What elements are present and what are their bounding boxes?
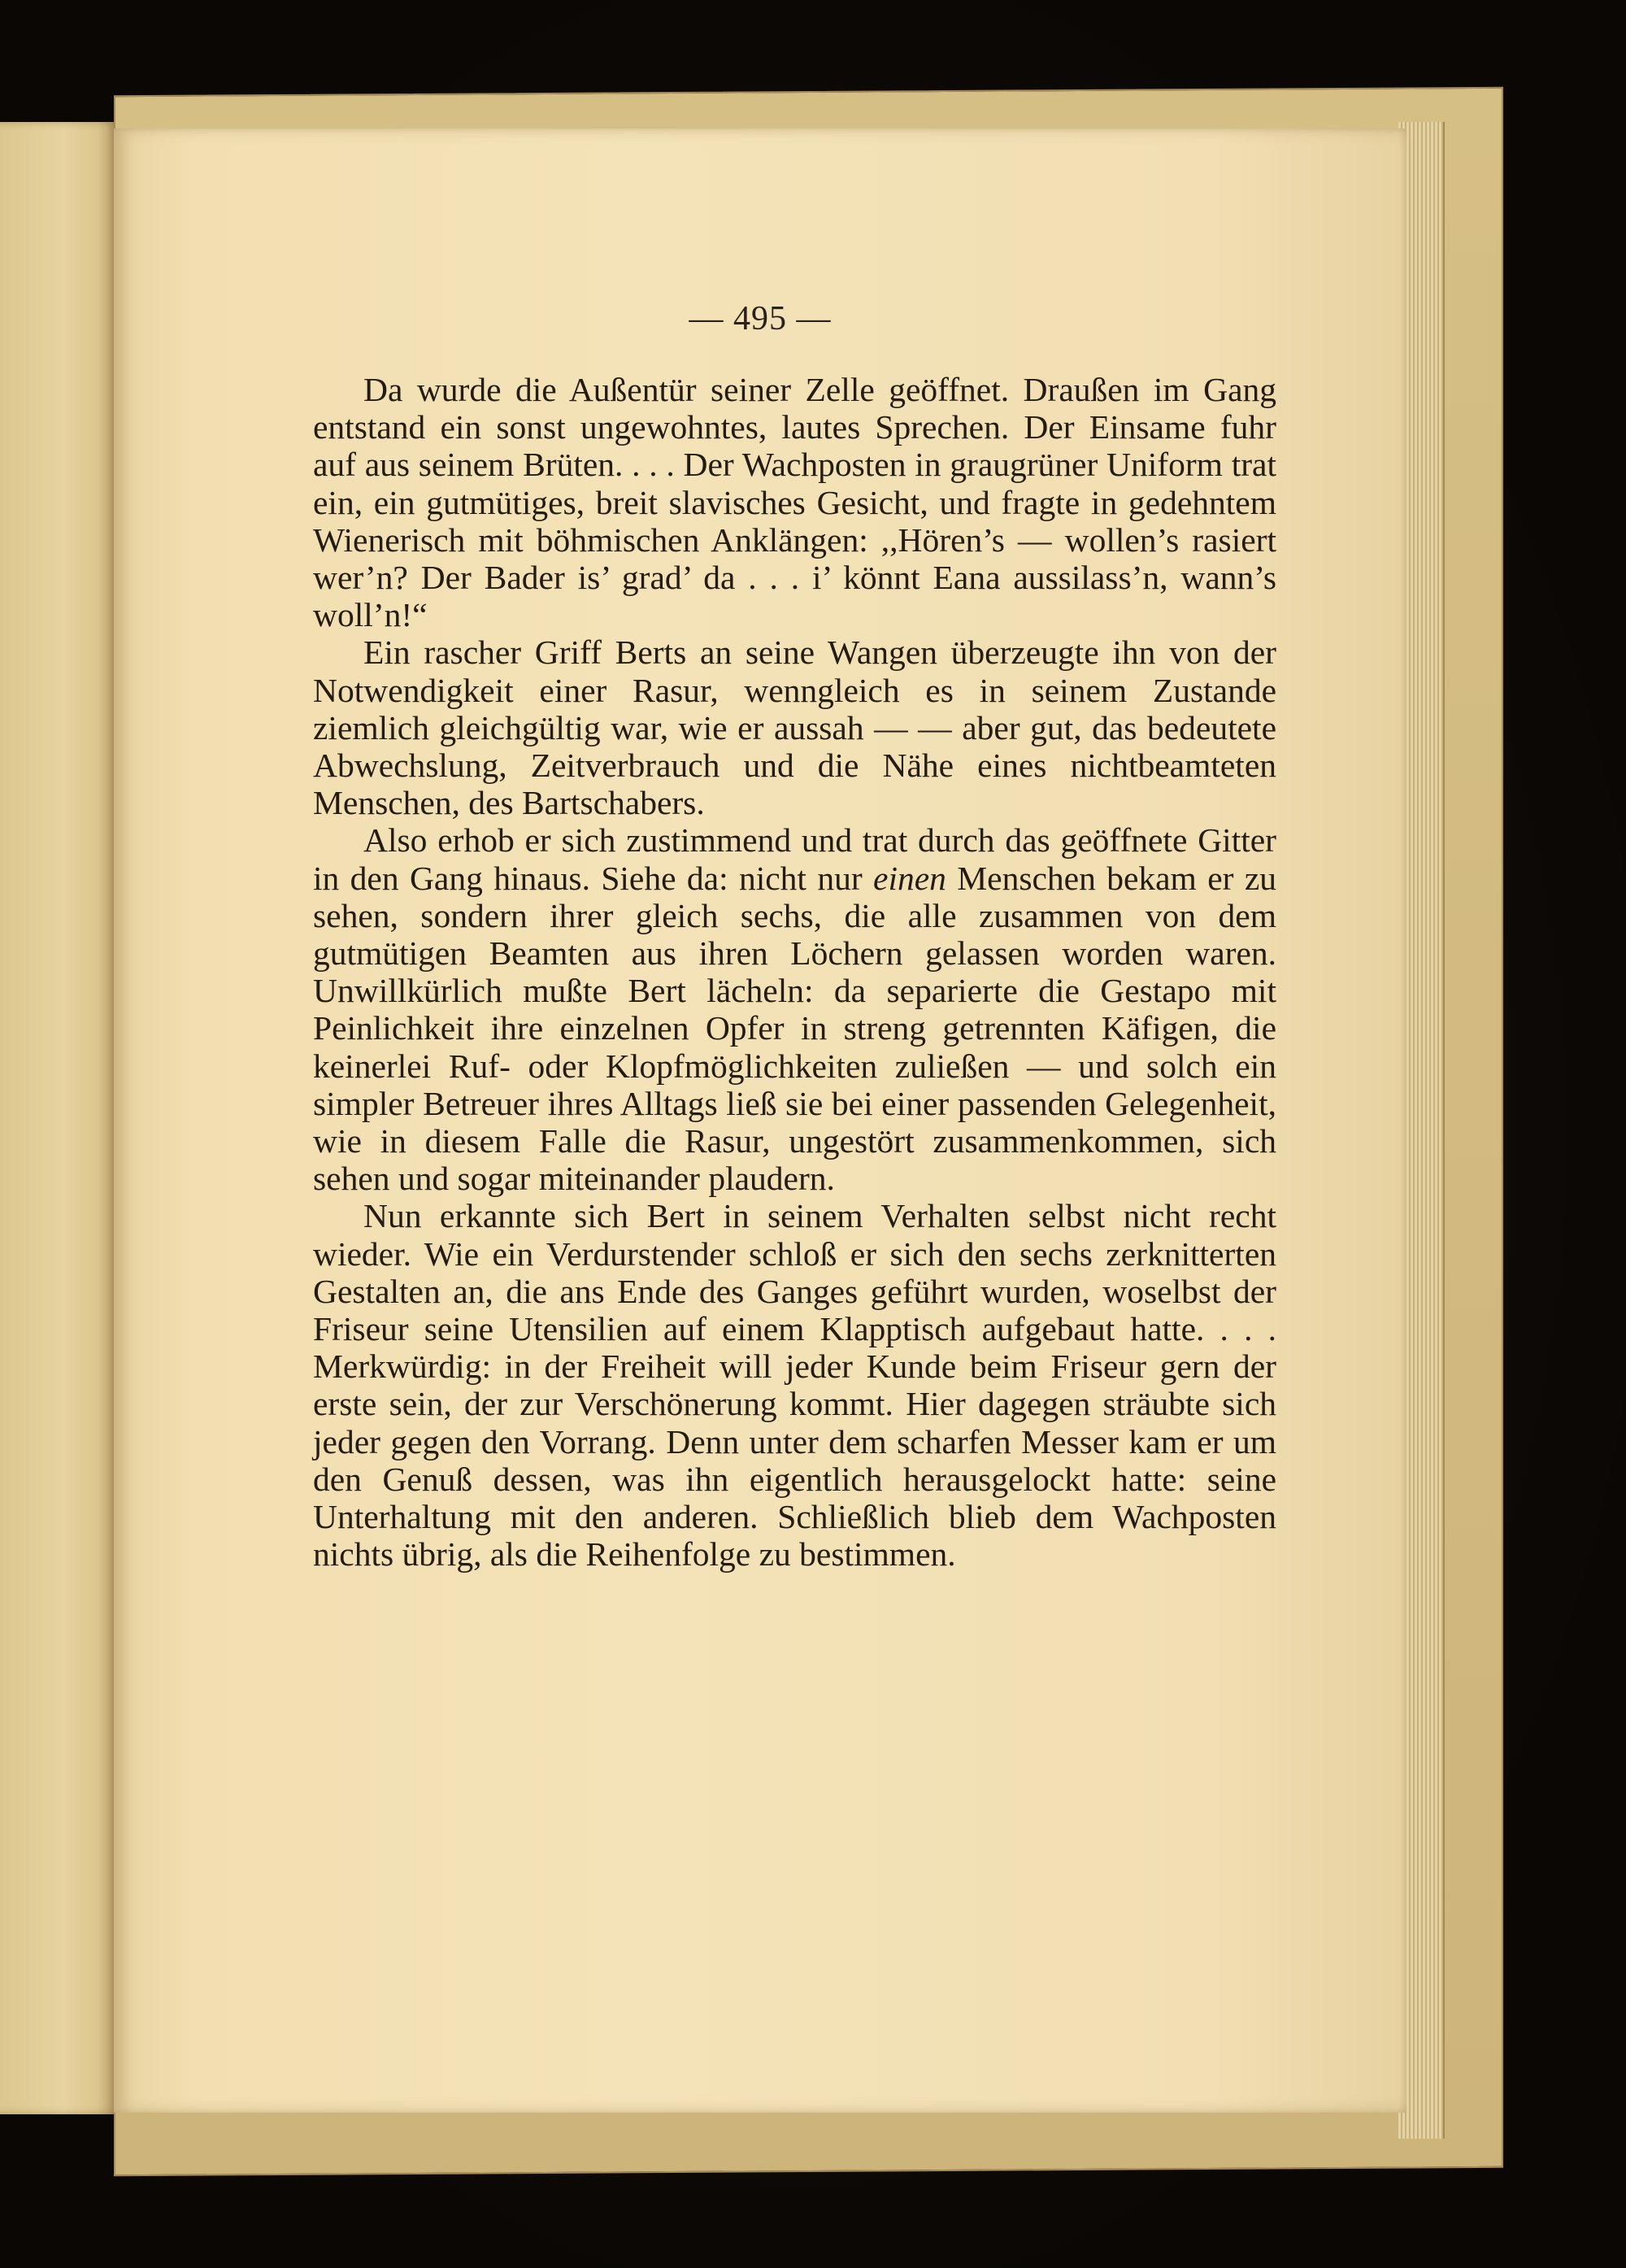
paragraph-3-before: Also erhob er sich zustimmend und trat durch das geöffnete Gitter in den Gang hinaus. Siehe da: nicht nur <box>313 821 1276 897</box>
book-page <box>114 128 1406 2113</box>
paragraph-2: Ein rascher Griff Berts an seine Wangen überzeugte ihn von der Notwendigkeit einer Rasur, wenngleich es in seinem Zustande ziemlich gleichgültig war, wie er aussah — — aber gut, das bedeutete Abwechslung, Zeitverbrauch und die Nähe eines nichtbeamteten Menschen, des Bartschabers. <box>313 633 1276 822</box>
paragraph-1: Da wurde die Außentür seiner Zelle geöffnet. Draußen im Gang entstand ein sonst ungewohntes, lautes Sprechen. Der Einsame fuhr auf aus seinem Brüten. . . . Der Wachposten in graugrüner Uniform trat ein, ein gutmütiges, breit slavisches Gesicht, und fragte in gedehntem Wienerisch mit böhmischen Anklängen: ,,Hören’s — wollen’s rasiert wer’n? Der Bader is’ grad’ da . . . i’ könnt Eana aussilass’n, wann’s woll’n!“ <box>313 371 1276 634</box>
paragraph-3 <box>313 821 1276 1197</box>
paragraph-3-after: Menschen bekam er zu sehen, sondern ihrer gleich sechs, die alle zusammen von dem gutmütigen Beamten aus ihren Löchern gelassen worden waren. Unwillkürlich mußte Bert lächeln: da separierte die Gestapo mit Peinlichkeit ihre einzelnen Opfer in streng getrennten Käfigen, die keinerlei Ruf- oder Klopfmöglichkeiten zuließen — und solch ein simpler Betreuer ihres Alltags ließ sie bei einer passenden Gelegenheit, wie in diesem Falle die Rasur, ungestört zusammenkommen, sich sehen und sogar miteinander plaudern. <box>313 859 1276 1198</box>
body-text <box>313 371 1276 1574</box>
paragraph-4: Nun erkannte sich Bert in seinem Verhalten selbst nicht recht wieder. Wie ein Verdurstender schloß er sich den sechs zerknitterten Gestalten an, die ans Ende des Ganges geführt wurden, woselbst der Friseur seine Utensilien auf einem Klapptisch aufgebaut hatte. . . . Merkwürdig: in der Freiheit will jeder Kunde beim Friseur gern der erste sein, der zur Verschönerung kommt. Hier dagegen sträubte sich jeder gegen den Vorrang. Denn unter dem scharfen Messer kam er um den Genuß dessen, was ihn eigentlich herausgelockt hatte: seine Unterhaltung mit den anderen. Schließlich blieb dem Wachposten nichts übrig, als die Reihenfolge zu bestimmen. <box>313 1197 1276 1574</box>
left-facing-page <box>0 122 120 2114</box>
page-number: — 495 — <box>689 300 832 337</box>
emphasized-word: einen <box>873 859 946 897</box>
